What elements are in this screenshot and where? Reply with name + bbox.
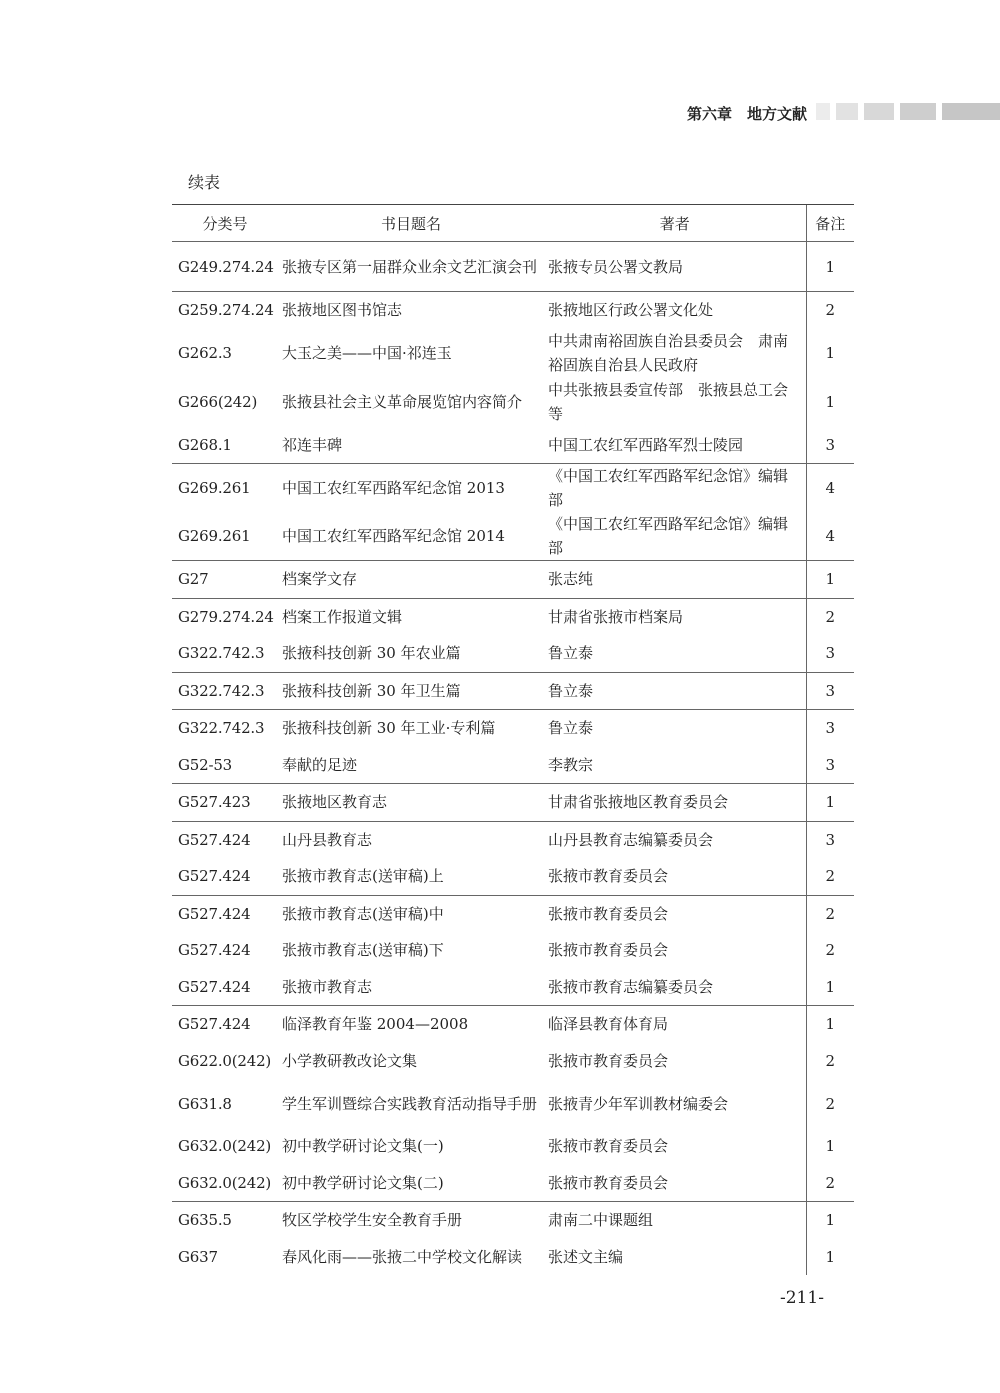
cell-author: 中共张掖县委宣传部 张掖县总工会等 <box>548 381 789 423</box>
cell-code: G249.274.24 <box>178 257 274 276</box>
cell-code: G322.742.3 <box>178 644 265 663</box>
table-row <box>172 242 854 292</box>
table-row <box>172 1128 854 1165</box>
cell-code: G527.424 <box>178 867 251 886</box>
cell-title: 档案学文存 <box>278 561 544 599</box>
cell-author: 张掖地区行政公署文化处 <box>544 292 806 329</box>
header-block <box>942 103 1000 120</box>
table-row <box>172 512 854 561</box>
table-row <box>172 1079 854 1128</box>
cell-author: 山丹县教育志编纂委员会 <box>544 821 806 858</box>
table-row <box>172 1006 854 1043</box>
cell-code: G322.742.3 <box>172 710 278 747</box>
table-row <box>172 378 854 427</box>
cell-author: 临泽县教育体育局 <box>544 1006 806 1043</box>
cell-note: 1 <box>806 378 854 427</box>
table-row <box>172 932 854 969</box>
cell-code: G632.0(242) <box>178 1173 272 1192</box>
table-row <box>172 292 854 329</box>
page-number: -211- <box>780 1288 824 1308</box>
table-row <box>172 710 854 747</box>
cell-author: 张掖市教育委员会 <box>548 941 669 960</box>
cell-note: 1 <box>806 1128 854 1165</box>
cell-title: 中国工农红军西路军纪念馆 2014 <box>282 527 505 545</box>
cell-code: G268.1 <box>178 435 232 454</box>
table-row <box>172 969 854 1006</box>
cell-title: 牧区学校学生安全教育手册 <box>278 1202 544 1239</box>
cell-title: 临泽教育年鉴 2004—2008 <box>278 1006 544 1043</box>
cell-author: 肃南二中课题组 <box>544 1202 806 1239</box>
cell-note: 3 <box>806 427 854 464</box>
cell-author: 张掖市教育委员会 <box>544 895 806 932</box>
cell-title: 中国工农红军西路军纪念馆 2013 <box>278 464 544 513</box>
cell-title: 祁连丰碑 <box>282 435 343 454</box>
chapter-title: 第六章 地方文献 <box>686 105 807 123</box>
cell-author: 张述文主编 <box>548 1247 624 1266</box>
cell-author: 张掖市教育志编纂委员会 <box>548 977 714 996</box>
cell-note: 1 <box>806 784 854 822</box>
cell-title: 大玉之美——中国·祁连玉 <box>282 344 452 362</box>
cell-code: G52-53 <box>178 755 233 774</box>
cell-note: 2 <box>806 1043 854 1080</box>
cell-author: 甘肃省张掖地区教育委员会 <box>544 784 806 822</box>
cell-code: G527.424 <box>172 821 278 858</box>
cell-author: 张掖市教育委员会 <box>548 1137 669 1156</box>
cell-code: G269.261 <box>178 527 251 545</box>
cell-note: 3 <box>806 747 854 784</box>
cell-author: 张掖市教育委员会 <box>548 867 669 886</box>
cell-title: 张掖地区教育志 <box>278 784 544 822</box>
cell-note: 2 <box>806 858 854 895</box>
cell-note: 1 <box>806 561 854 599</box>
cell-note: 2 <box>806 932 854 969</box>
column-header-code: 分类号 <box>172 205 278 242</box>
cell-note: 2 <box>806 895 854 932</box>
cell-title: 张掖科技创新 30 年农业篇 <box>282 644 461 663</box>
cell-title: 档案工作报道文辑 <box>278 598 544 635</box>
cell-code: G527.424 <box>178 977 251 996</box>
cell-title: 张掖市教育志(送审稿)上 <box>282 867 444 886</box>
cell-note: 2 <box>806 598 854 635</box>
table-row <box>172 464 854 513</box>
column-header-note: 备注 <box>806 205 854 242</box>
table-row <box>172 635 854 672</box>
catalog-table <box>172 204 854 1275</box>
cell-author: 中共肃南裕固族自治县委员会 肃南裕固族自治县人民政府 <box>548 332 789 374</box>
cell-title: 奉献的足迹 <box>282 755 358 774</box>
cell-author: 李教宗 <box>548 755 594 774</box>
cell-title: 张掖科技创新 30 年工业·专利篇 <box>278 710 544 747</box>
cell-note: 1 <box>806 1006 854 1043</box>
cell-note: 1 <box>806 242 854 292</box>
cell-note: 4 <box>806 464 854 513</box>
cell-title: 初中教学研讨论文集(一) <box>282 1137 444 1156</box>
table-row <box>172 672 854 710</box>
cell-title: 学生军训暨综合实践教育活动指导手册 <box>282 1094 538 1113</box>
header-block <box>836 103 858 120</box>
table-row <box>172 1239 854 1276</box>
cell-code: G322.742.3 <box>172 672 278 710</box>
cell-note: 3 <box>806 710 854 747</box>
table-row <box>172 598 854 635</box>
cell-note: 1 <box>806 1239 854 1276</box>
table-row <box>172 1165 854 1202</box>
table-row <box>172 1043 854 1080</box>
cell-code: G27 <box>172 561 278 599</box>
continued-label: 续表 <box>188 173 221 192</box>
table-row <box>172 858 854 895</box>
cell-code: G269.261 <box>172 464 278 513</box>
cell-title: 张掖市教育志(送审稿)中 <box>278 895 544 932</box>
cell-code: G622.0(242) <box>178 1051 272 1070</box>
cell-author: 《中国工农红军西路军纪念馆》编辑部 <box>548 515 789 557</box>
cell-title: 小学教研教改论文集 <box>282 1051 418 1070</box>
table-row <box>172 784 854 822</box>
cell-author: 甘肃省张掖市档案局 <box>544 598 806 635</box>
cell-title: 张掖专区第一届群众业余文艺汇演会刊 <box>282 257 538 276</box>
cell-author: 鲁立泰 <box>548 644 594 663</box>
cell-author: 《中国工农红军西路军纪念馆》编辑部 <box>544 464 806 513</box>
header-block <box>900 103 936 120</box>
cell-code: G266(242) <box>178 393 258 411</box>
cell-code: G527.424 <box>172 1006 278 1043</box>
cell-title: 张掖市教育志 <box>282 977 373 996</box>
cell-code: G632.0(242) <box>178 1137 272 1156</box>
cell-note: 3 <box>806 821 854 858</box>
cell-author: 张掖专员公署文教局 <box>548 257 684 276</box>
cell-code: G527.424 <box>178 941 251 960</box>
cell-note: 1 <box>806 969 854 1006</box>
cell-note: 3 <box>806 672 854 710</box>
cell-title: 张掖市教育志(送审稿)下 <box>282 941 444 960</box>
table-row <box>172 895 854 932</box>
cell-code: G527.424 <box>172 895 278 932</box>
header-decoration <box>0 103 1000 120</box>
table-row <box>172 329 854 378</box>
table-row <box>172 561 854 599</box>
cell-title: 春风化雨——张掖二中学校文化解读 <box>282 1247 523 1266</box>
cell-note: 1 <box>806 1202 854 1239</box>
table-body <box>172 242 854 1276</box>
cell-code: G262.3 <box>178 344 232 362</box>
cell-note: 2 <box>806 292 854 329</box>
table-row <box>172 821 854 858</box>
table-row <box>172 1202 854 1239</box>
catalog-table-wrapper <box>172 204 854 1275</box>
cell-code: G637 <box>178 1247 218 1266</box>
column-header-author: 著者 <box>544 205 806 242</box>
table-row <box>172 427 854 464</box>
header-block <box>864 103 894 120</box>
cell-author: 中国工农红军西路军烈士陵园 <box>548 435 744 454</box>
table-row <box>172 747 854 784</box>
column-header-title: 书目题名 <box>278 205 544 242</box>
cell-author: 鲁立泰 <box>544 710 806 747</box>
cell-title: 初中教学研讨论文集(二) <box>282 1173 444 1192</box>
cell-author: 张掖青少年军训教材编委会 <box>548 1094 729 1113</box>
cell-author: 鲁立泰 <box>544 672 806 710</box>
cell-code: G527.423 <box>172 784 278 822</box>
cell-author: 张掖市教育委员会 <box>548 1173 669 1192</box>
cell-author: 张掖市教育委员会 <box>548 1051 669 1070</box>
table-header-row <box>172 205 854 242</box>
cell-code: G279.274.24 <box>172 598 278 635</box>
cell-title: 山丹县教育志 <box>278 821 544 858</box>
cell-note: 2 <box>806 1165 854 1202</box>
cell-code: G631.8 <box>178 1094 232 1113</box>
cell-title: 张掖县社会主义革命展览馆内容简介 <box>282 393 523 411</box>
cell-note: 4 <box>806 512 854 561</box>
cell-code: G259.274.24 <box>172 292 278 329</box>
cell-author: 张志纯 <box>544 561 806 599</box>
cell-note: 2 <box>806 1079 854 1128</box>
header-block <box>816 103 830 120</box>
cell-note: 1 <box>806 329 854 378</box>
cell-code: G635.5 <box>172 1202 278 1239</box>
cell-note: 3 <box>806 635 854 672</box>
cell-title: 张掖科技创新 30 年卫生篇 <box>278 672 544 710</box>
cell-title: 张掖地区图书馆志 <box>278 292 544 329</box>
